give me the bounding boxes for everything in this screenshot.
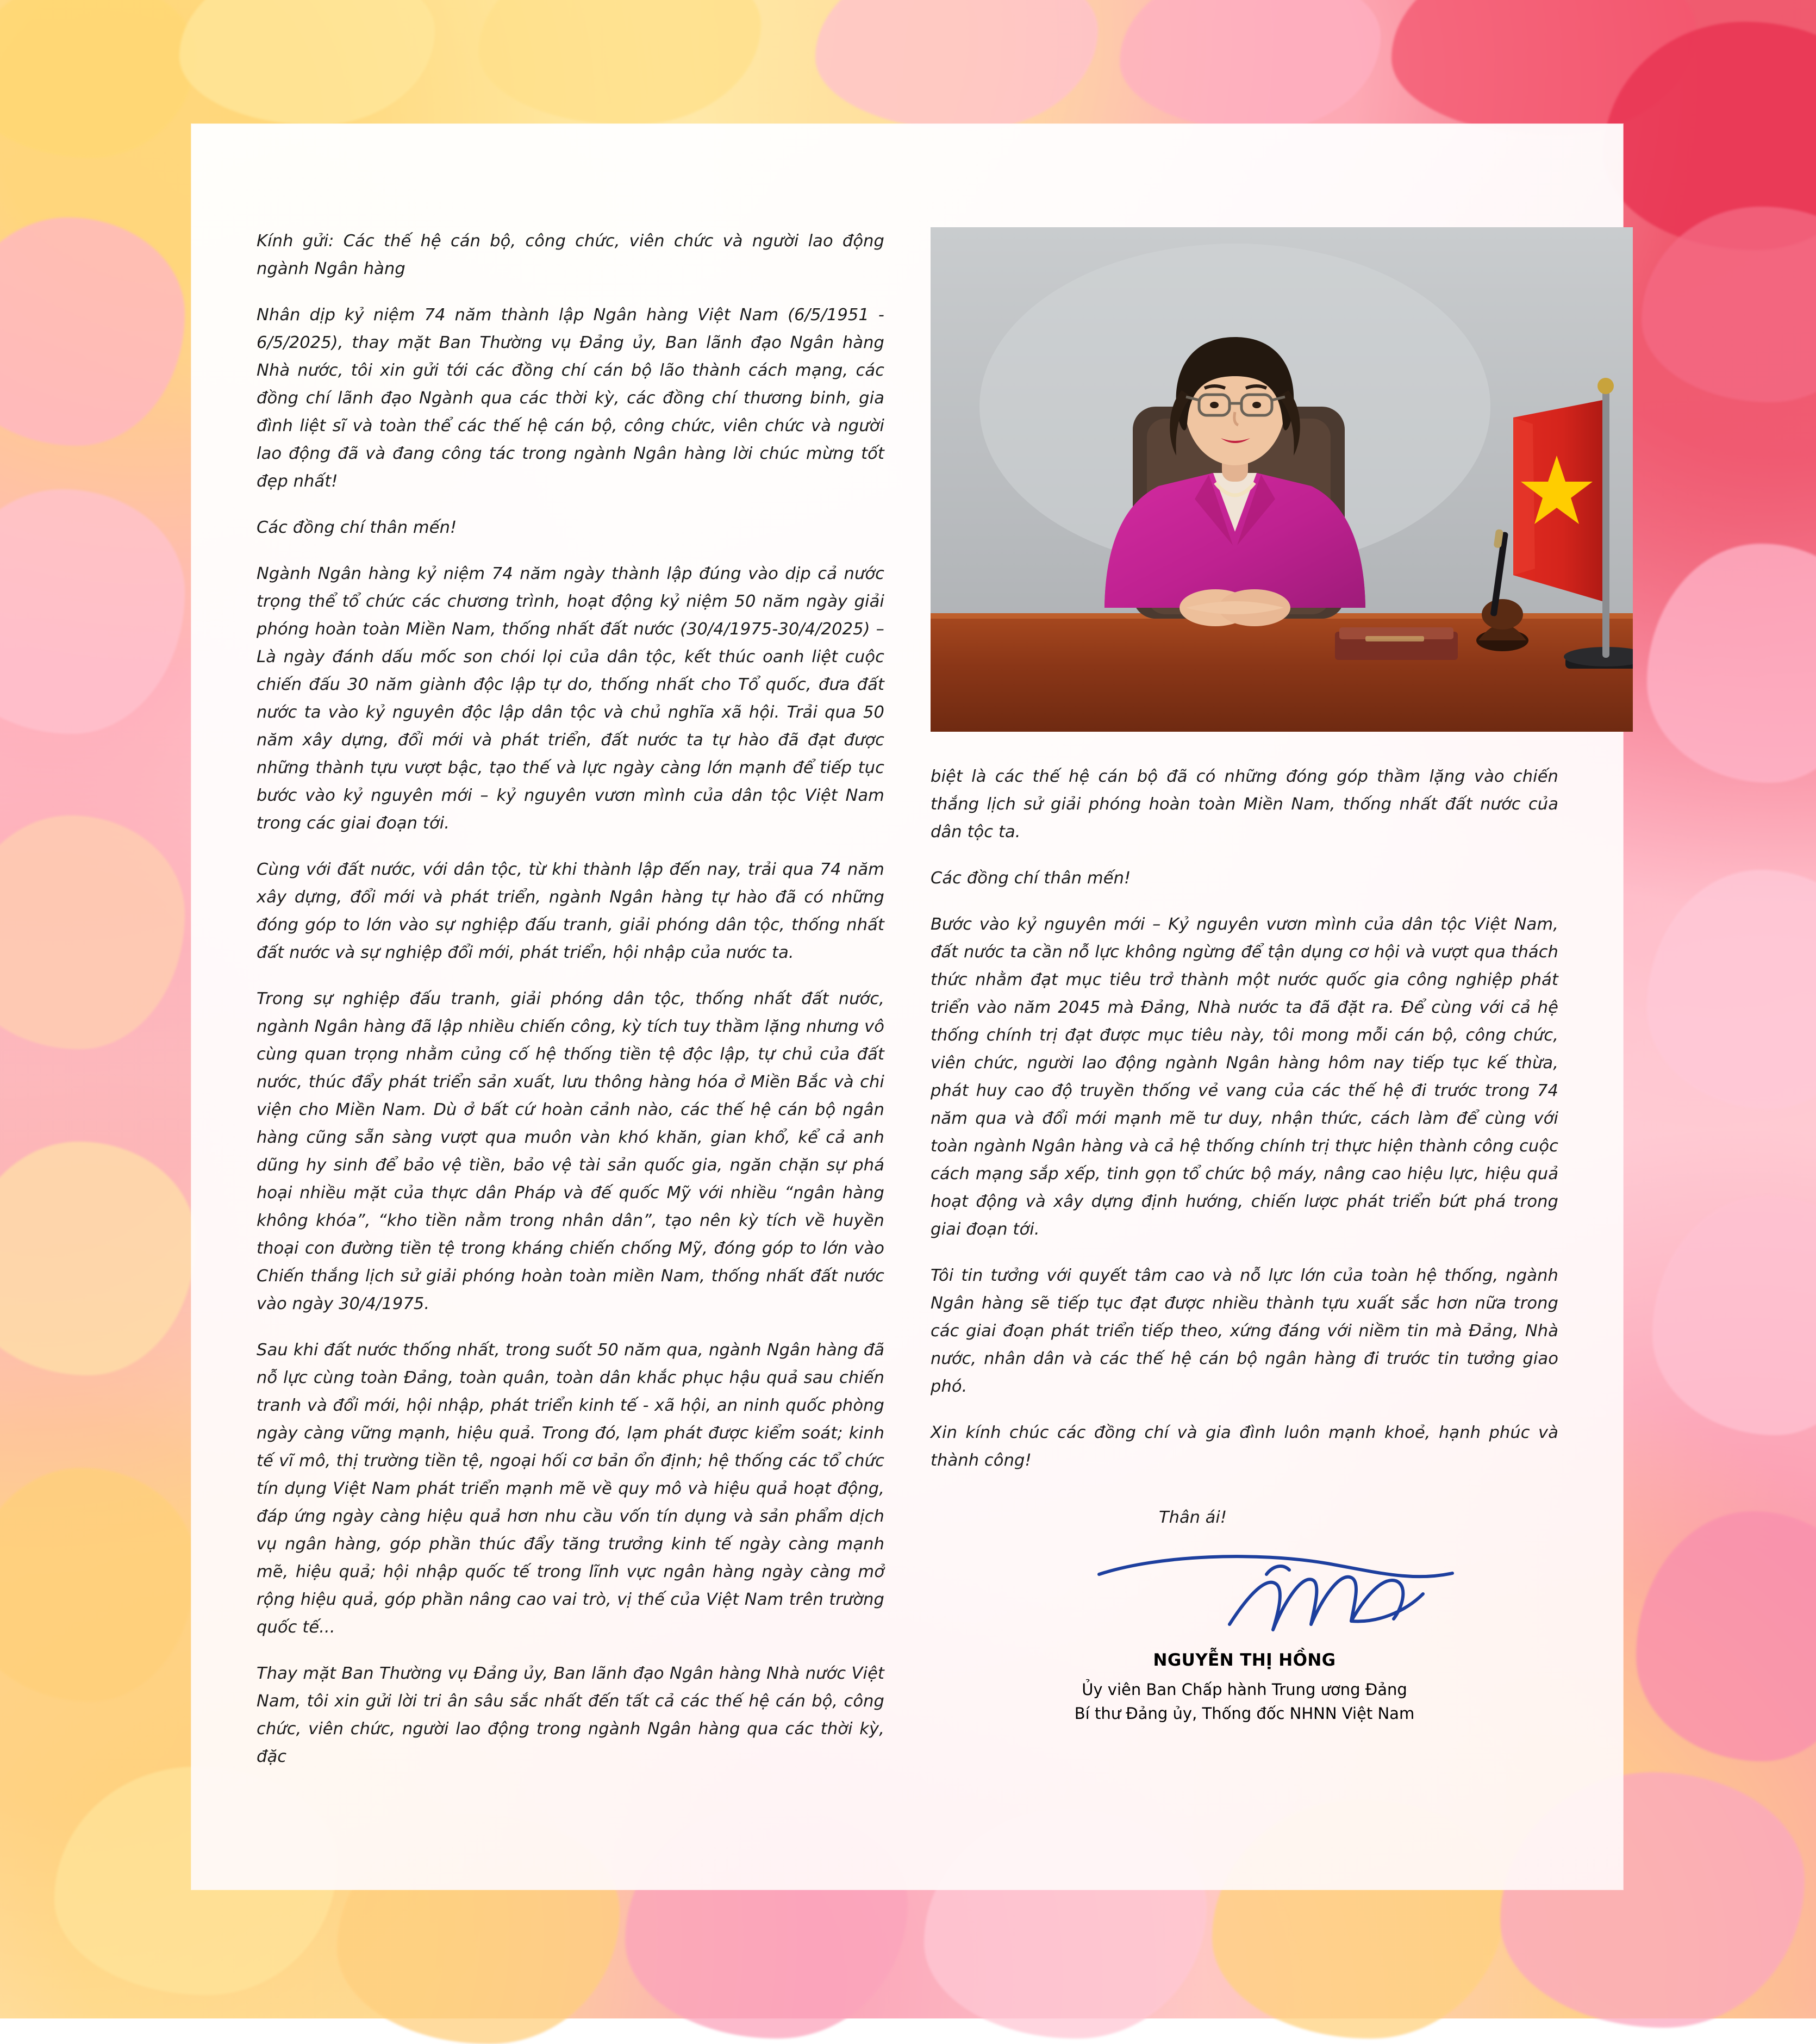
- petal-decoration: [1636, 1511, 1816, 1761]
- petal-decoration: [179, 0, 435, 125]
- petal-decoration: [1642, 207, 1816, 402]
- letter-paragraph: Các đồng chí thân mến!: [931, 869, 1131, 888]
- letter-column-left: [257, 227, 884, 1771]
- letter-paragraph: Sau khi đất nước thống nhất, trong suốt 50 năm qua, ngành Ngân hàng đã nỗ lực cùng toàn Đảng, toàn quân, toàn dân khắc phục hậu quả sau chiến tranh và đổi mới, hội nhập, phát triển kinh tế - xã hội, an ninh quốc phòng ngày càng vững mạnh, hiệu quả. Trong đó, lạm phát được kiểm soát; kinh tế vĩ mô, thị trường tiền tệ, ngoại hối cơ bản ổn định; hệ thống các tổ chức tín dụng Việt Nam phát triển mạnh mẽ về quy mô và hiệu quả hoạt động, đáp ứng ngày càng hiệu quả hơn nhu cầu vốn tín dụng và sản phẩm dịch vụ ngân hàng, góp phần thúc đẩy tăng trưởng kinh tế ngày càng mạnh mẽ, hiệu quả; hội nhập quốc tế trong lĩnh vực ngân hàng ngày càng mở rộng hiệu quả, góp phần nâng cao vai trò, vị thế của Việt Nam trên trường quốc tế...: [257, 1341, 884, 1637]
- petal-decoration: [1120, 0, 1381, 130]
- petal-decoration: [0, 217, 185, 446]
- letter-card: [191, 124, 1623, 1890]
- portrait-illustration: [931, 227, 1633, 732]
- petal-decoration: [0, 0, 196, 158]
- letter-paragraph: Bước vào kỷ nguyên mới – Kỷ nguyên vươn mình của dân tộc Việt Nam, đất nước ta cần nỗ lực không ngừng để tận dụng cơ hội và vượt qua thách thức nhằm đạt mục tiêu trở thành một nước quốc gia công nghiệp phát triển vào năm 2045 mà Đảng, Nhà nước ta đã đặt ra. Để cùng với cả hệ thống chính trị đạt được mục tiêu này, tôi mong mỗi cán bộ, công chức, viên chức, người lao động ngành Ngân hàng hôm nay tiếp tục kế thừa, phát huy cao độ truyền thống vẻ vang của các thế hệ đi trước trong 74 năm qua và đổi mới mạnh mẽ tư duy, nhận thức, cách làm để cùng với toàn ngành Ngân hàng và cả hệ thống chính trị thực hiện thành công cuộc cách mạng sắp xếp, tinh gọn tổ chức bộ máy, nâng cao hiệu lực, hiệu quả hoạt động và xây dựng định hướng, chiến lược phát triển bứt phá trong giai đoạn tới.: [931, 915, 1558, 1239]
- letter-paragraph: Xin kính chúc các đồng chí và gia đình luôn mạnh khoẻ, hạnh phúc và thành công!: [931, 1423, 1558, 1470]
- letter-paragraph: Trong sự nghiệp đấu tranh, giải phóng dân tộc, thống nhất đất nước, ngành Ngân hàng đã lập nhiều chiến công, kỳ tích tuy thầm lặng nhưng vô cùng quan trọng nhằm củng cố hệ thống tiền tệ độc lập, tự chủ của đất nước, thúc đẩy phát triển sản xuất, lưu thông hàng hóa ở Miền Bắc và chi viện cho Miền Nam. Dù ở bất cứ hoàn cảnh nào, các thế hệ cán bộ ngân hàng cũng sẵn sàng vượt qua muôn vàn khó khăn, gian khổ, kể cả anh dũng hy sinh để bảo vệ tiền, bảo vệ tài sản quốc gia, ngăn chặn sự phá hoại nhiều mặt của thực dân Pháp và đế quốc Mỹ với nhiều “ngân hàng không khóa”, “kho tiền nằm trong nhân dân”, tạo nên kỳ tích về huyền thoại con đường tiền tệ trong kháng chiến chống Mỹ, đóng góp to lớn vào Chiến thắng lịch sử giải phóng hoàn toàn miền Nam, thống nhất đất nước vào ngày 30/4/1975.: [257, 989, 884, 1313]
- handwritten-signature: [1094, 1542, 1507, 1650]
- petal-decoration: [478, 0, 761, 125]
- letter-paragraph: Các đồng chí thân mến!: [257, 518, 457, 537]
- letter-salutation: Kính gửi: Các thế hệ cán bộ, công chức, viên chức và người lao động ngành Ngân hàng: [257, 232, 884, 278]
- portrait-photo: [931, 227, 1633, 732]
- letter-paragraph: Tôi tin tưởng với quyết tâm cao và nỗ lực lớn của toàn hệ thống, ngành Ngân hàng sẽ tiếp tục đạt được nhiều thành tựu xuất sắc hơn nữa trong các giai đoạn phát triển tiếp theo, xứng đáng với niềm tin mà Đảng, Nhà nước, nhân dân và các thế hệ cán bộ ngân hàng đi trước tin tưởng giao phó.: [931, 1266, 1558, 1396]
- signer-role-line-2: Bí thư Đảng ủy, Thống đốc NHNN Việt Nam: [1074, 1704, 1415, 1723]
- petal-decoration: [0, 1468, 196, 1702]
- signer-role-line-1: Ủy viên Ban Chấp hành Trung ương Đảng: [1082, 1680, 1407, 1699]
- letter-paragraph: Ngành Ngân hàng kỷ niệm 74 năm ngày thành lập đúng vào dịp cả nước trọng thể tổ chức các chương trình, hoạt động kỷ niệm 50 năm ngày giải phóng hoàn toàn Miền Nam, thống nhất đất nước (30/4/1975-30/4/2025) – Là ngày đánh dấu mốc son chói lọi của dân tộc, kết thúc oanh liệt cuộc chiến đấu 30 năm giành độc lập tự do, thống nhất cho Tổ quốc, đưa đất nước ta vào kỷ nguyên độc lập dân tộc và chủ nghĩa xã hội. Trải qua 50 năm xây dựng, đổi mới và phát triển, đất nước ta tự hào đã đạt được những thành tựu vượt bậc, tạo thế và lực ngày càng lớn mạnh để tiếp tục bước vào kỷ nguyên mới – kỷ nguyên vươn mình của dân tộc Việt Nam trong các giai đoạn tới.: [257, 564, 884, 833]
- petal-decoration: [0, 815, 185, 1049]
- letter-paragraph: biệt là các thế hệ cán bộ đã có những đóng góp thầm lặng vào chiến thắng lịch sử giải phóng hoàn toàn Miền Nam, thống nhất đất nước của dân tộc ta.: [931, 767, 1558, 842]
- signature-block: [931, 1508, 1558, 1758]
- petal-decoration: [0, 489, 185, 734]
- petal-decoration: [1652, 1196, 1816, 1435]
- petal-decoration: [0, 1142, 196, 1375]
- signer-name: NGUYỄN THỊ HỒNG: [1153, 1650, 1336, 1670]
- letter-paragraph: Thay mặt Ban Thường vụ Đảng ủy, Ban lãnh đạo Ngân hàng Nhà nước Việt Nam, tôi xin gửi lời tri ân sâu sắc nhất đến tất cả các thế hệ cán bộ, công chức, viên chức, người lao động trong ngành Ngân hàng qua các thời kỳ, đặc: [257, 1664, 884, 1766]
- petal-decoration: [1647, 870, 1816, 1109]
- letter-content: [257, 227, 1558, 1808]
- letter-paragraph: Cùng với đất nước, với dân tộc, từ khi thành lập đến nay, trải qua 74 năm xây dựng, đổi mới và phát triển, ngành Ngân hàng tự hào đã có những đóng góp to lớn vào sự nghiệp đấu tranh, giải phóng dân tộc, thống nhất đất nước và sự nghiệp đổi mới, phát triển, hội nhập của nước ta.: [257, 860, 884, 962]
- petal-decoration: [1647, 544, 1816, 783]
- petal-decoration: [815, 0, 1098, 130]
- letter-column-right: [931, 763, 1558, 1758]
- letter-paragraph: Nhân dịp kỷ niệm 74 năm thành lập Ngân hàng Việt Nam (6/5/1951 - 6/5/2025), thay mặt Ban Thường vụ Đảng ủy, Ban lãnh đạo Ngân hàng Nhà nước, tôi xin gửi tới các đồng chí cán bộ lão thành cách mạng, các đồng chí lãnh đạo Ngành qua các thời kỳ, các đồng chí thương binh, gia đình liệt sĩ và toàn thể các thế hệ cán bộ, công chức, viên chức và người lao động đã và đang công tác trong ngành Ngân hàng lời chúc mừng tốt đẹp nhất!: [257, 306, 884, 491]
- closing-salutation: Thân ái!: [1159, 1508, 1227, 1527]
